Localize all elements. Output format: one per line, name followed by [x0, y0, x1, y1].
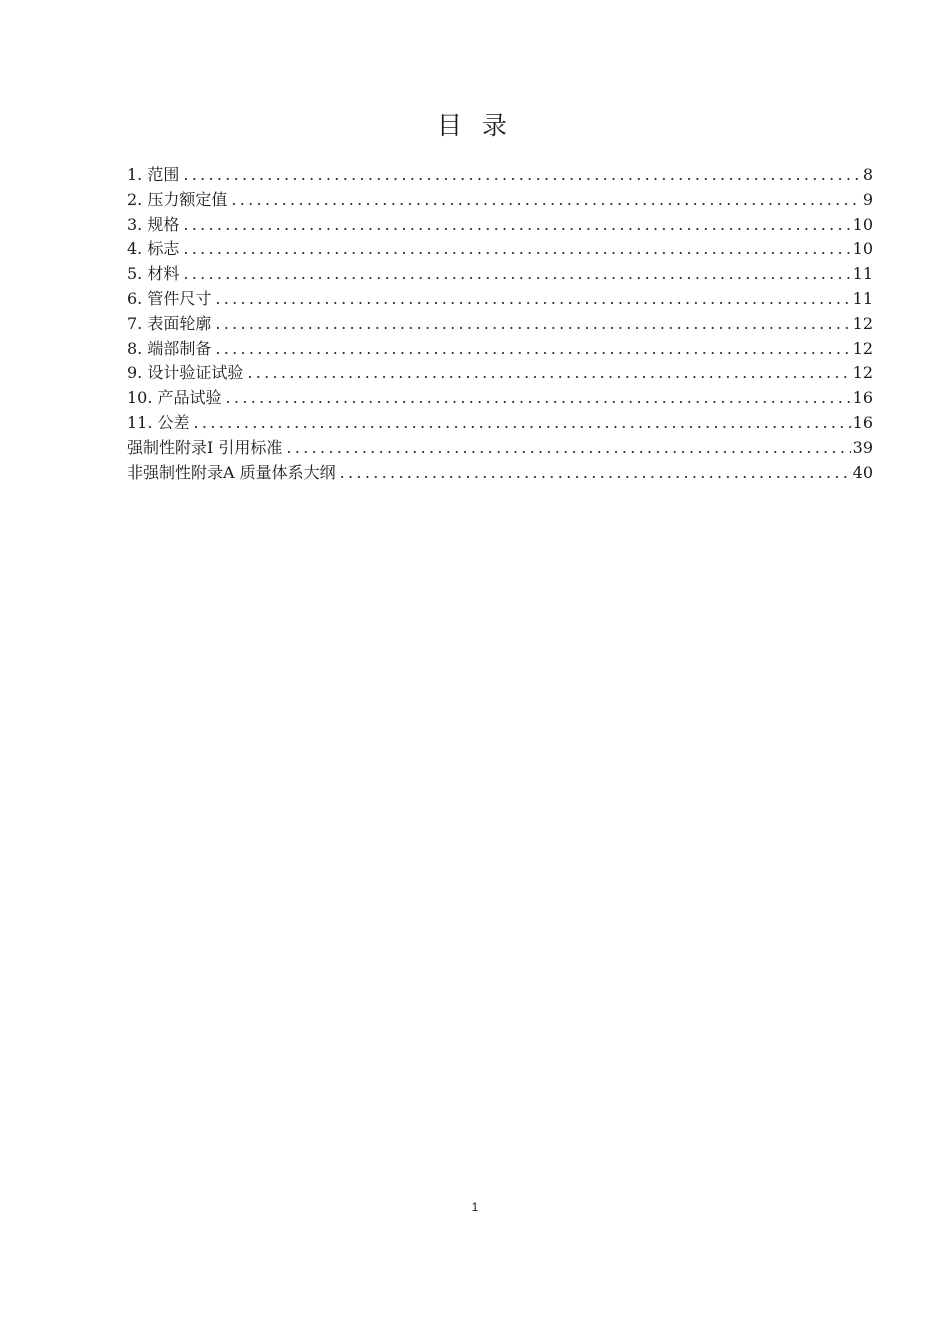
- toc-entry[interactable]: [127, 436, 873, 461]
- dot-leader: [215, 287, 850, 312]
- toc-entry-label: 2. 压力额定值: [127, 189, 228, 209]
- page-title: 目 录: [437, 111, 513, 140]
- toc-entry-page: 11: [852, 264, 873, 284]
- toc-entry-label: 6. 管件尺寸: [127, 288, 212, 308]
- toc-entry[interactable]: [127, 163, 873, 188]
- table-of-contents: [127, 163, 873, 485]
- toc-entry[interactable]: [127, 213, 873, 238]
- toc-entry-label: 5. 材料: [127, 264, 180, 284]
- toc-entry-label: 3. 规格: [127, 214, 180, 234]
- toc-entry[interactable]: [127, 287, 873, 312]
- toc-entry-page: 10: [852, 239, 873, 259]
- toc-entry-label: 1. 范围: [127, 165, 180, 184]
- dot-leader: [183, 213, 850, 238]
- toc-entry[interactable]: [127, 262, 873, 287]
- toc-entry[interactable]: [127, 237, 873, 262]
- dot-leader: [286, 436, 850, 461]
- toc-entry-page: 11: [852, 288, 873, 308]
- toc-entry-page: 9: [862, 189, 873, 209]
- dot-leader: [215, 337, 850, 362]
- dot-leader: [231, 188, 860, 213]
- toc-entry-page: 12: [852, 338, 873, 358]
- toc-entry-label: 强制性附录Ⅰ 引用标准: [127, 437, 283, 457]
- toc-entry-page: 8: [862, 165, 873, 184]
- dot-leader: [183, 262, 850, 287]
- toc-entry-label: 非强制性附录A 质量体系大纲: [127, 462, 336, 482]
- dot-leader: [340, 461, 851, 486]
- toc-entry-page: 12: [852, 363, 873, 383]
- toc-entry-page: 39: [852, 437, 873, 457]
- toc-entry-label: 8. 端部制备: [127, 338, 212, 358]
- dot-leader: [215, 312, 850, 337]
- toc-entry[interactable]: [127, 337, 873, 362]
- toc-entry[interactable]: [127, 461, 873, 486]
- dot-leader: [247, 361, 850, 386]
- toc-entry-page: 10: [852, 214, 873, 234]
- dot-leader: [226, 386, 851, 411]
- toc-entry[interactable]: [127, 312, 873, 337]
- toc-entry-label: 9. 设计验证试验: [127, 363, 244, 383]
- toc-entry-page: 12: [852, 313, 873, 333]
- toc-entry-label: 11. 公差: [127, 412, 190, 432]
- toc-entry-page: 40: [852, 462, 873, 482]
- toc-entry[interactable]: [127, 361, 873, 386]
- toc-entry[interactable]: [127, 411, 873, 436]
- toc-entry[interactable]: [127, 188, 873, 213]
- toc-entry-label: 7. 表面轮廓: [127, 313, 212, 333]
- dot-leader: [183, 237, 850, 262]
- dot-leader: [183, 163, 860, 188]
- toc-entry-label: 4. 标志: [127, 239, 180, 259]
- toc-entry-page: 16: [852, 388, 873, 408]
- toc-entry-label: 10. 产品试验: [127, 388, 222, 408]
- toc-entry-page: 16: [852, 412, 873, 432]
- toc-entry[interactable]: [127, 386, 873, 411]
- page-number: 1: [471, 1200, 479, 1214]
- dot-leader: [194, 411, 851, 436]
